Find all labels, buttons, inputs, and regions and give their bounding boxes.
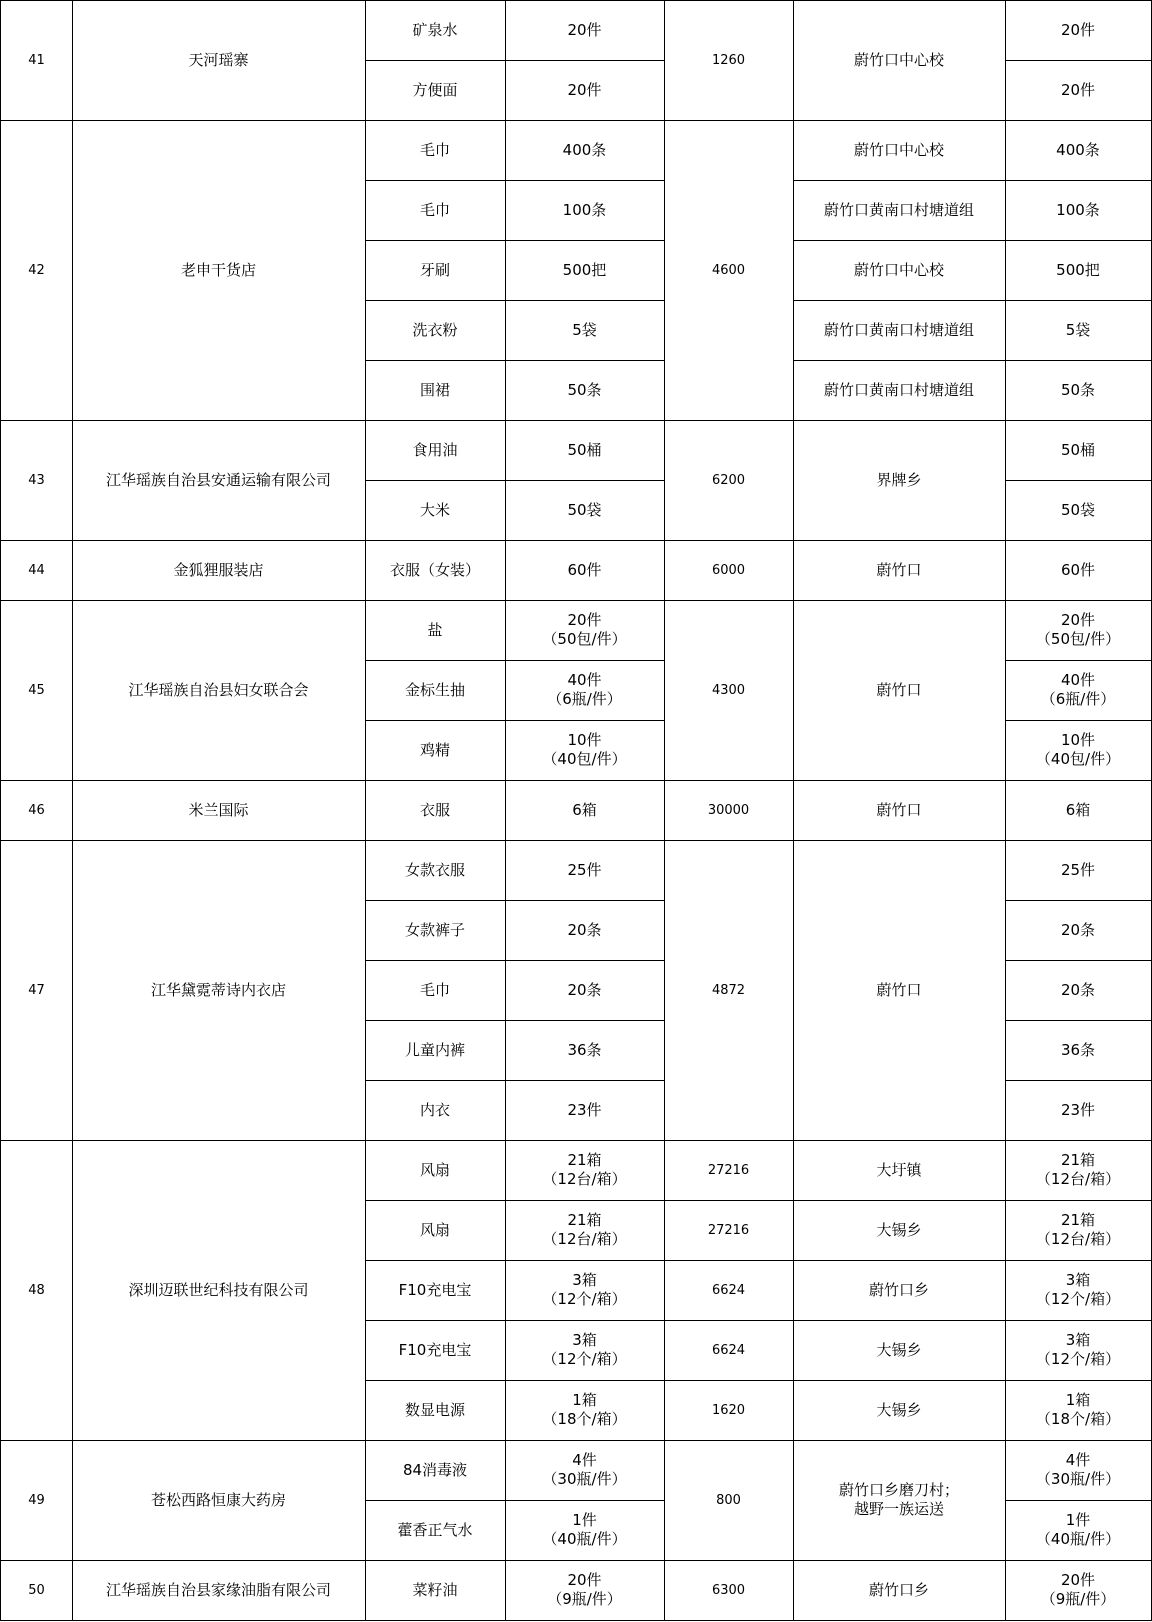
- item-name: 儿童内裤: [365, 1020, 506, 1081]
- received-quantity: 400条: [1005, 120, 1152, 181]
- item-name: 矿泉水: [365, 0, 506, 61]
- donor-name: 天河瑶寨: [72, 0, 366, 121]
- received-quantity: 3箱 （12个/箱）: [1005, 1260, 1152, 1321]
- item-name: 洗衣粉: [365, 300, 506, 361]
- item-quantity: 20件: [505, 0, 665, 61]
- group-amount: 4300: [664, 600, 794, 781]
- item-name: 数显电源: [365, 1380, 506, 1441]
- donor-name: 江华瑶族自治县妇女联合会: [72, 600, 366, 781]
- item-quantity: 10件 （40包/件）: [505, 720, 665, 781]
- item-name: 女款衣服: [365, 840, 506, 901]
- received-quantity: 40件 （6瓶/件）: [1005, 660, 1152, 721]
- item-name: 毛巾: [365, 180, 506, 241]
- item-quantity: 20条: [505, 960, 665, 1021]
- item-quantity: 21箱 （12台/箱）: [505, 1140, 665, 1201]
- item-name: 围裙: [365, 360, 506, 421]
- item-name: 84消毒液: [365, 1440, 506, 1501]
- item-name: 牙刷: [365, 240, 506, 301]
- item-name: 方便面: [365, 60, 506, 121]
- item-name: 女款裤子: [365, 900, 506, 961]
- received-quantity: 5袋: [1005, 300, 1152, 361]
- destination: 蔚竹口: [793, 780, 1006, 841]
- item-name: 鸡精: [365, 720, 506, 781]
- received-quantity: 20条: [1005, 960, 1152, 1021]
- item-quantity: 5袋: [505, 300, 665, 361]
- received-quantity: 20件: [1005, 0, 1152, 61]
- group-amount: 6200: [664, 420, 794, 541]
- item-name: 藿香正气水: [365, 1500, 506, 1561]
- row-number: 43: [0, 420, 73, 541]
- item-quantity: 25件: [505, 840, 665, 901]
- item-quantity: 6箱: [505, 780, 665, 841]
- received-quantity: 20件 （9瓶/件）: [1005, 1560, 1152, 1621]
- received-quantity: 100条: [1005, 180, 1152, 241]
- received-quantity: 20件 （50包/件）: [1005, 600, 1152, 661]
- destination: 蔚竹口黄南口村塘道组: [793, 180, 1006, 241]
- donor-name: 江华瑶族自治县安通运输有限公司: [72, 420, 366, 541]
- item-amount: 1620: [664, 1380, 794, 1441]
- destination: 蔚竹口黄南口村塘道组: [793, 300, 1006, 361]
- row-number: 41: [0, 0, 73, 121]
- destination: 大锡乡: [793, 1320, 1006, 1381]
- item-quantity: 4件 （30瓶/件）: [505, 1440, 665, 1501]
- item-name: F10充电宝: [365, 1320, 506, 1381]
- received-quantity: 3箱 （12个/箱）: [1005, 1320, 1152, 1381]
- group-amount: 4872: [664, 840, 794, 1141]
- received-quantity: 50桶: [1005, 420, 1152, 481]
- row-number: 49: [0, 1440, 73, 1561]
- item-amount: 27216: [664, 1200, 794, 1261]
- received-quantity: 10件 （40包/件）: [1005, 720, 1152, 781]
- group-amount: 6300: [664, 1560, 794, 1621]
- received-quantity: 6箱: [1005, 780, 1152, 841]
- destination: 蔚竹口中心校: [793, 0, 1006, 121]
- donor-name: 苍松西路恒康大药房: [72, 1440, 366, 1561]
- item-quantity: 20件 （9瓶/件）: [505, 1560, 665, 1621]
- item-quantity: 50袋: [505, 480, 665, 541]
- item-quantity: 1件 （40瓶/件）: [505, 1500, 665, 1561]
- item-name: 内衣: [365, 1080, 506, 1141]
- donor-name: 江华瑶族自治县家缘油脂有限公司: [72, 1560, 366, 1621]
- received-quantity: 1箱 （18个/箱）: [1005, 1380, 1152, 1441]
- item-quantity: 50桶: [505, 420, 665, 481]
- item-quantity: 1箱 （18个/箱）: [505, 1380, 665, 1441]
- received-quantity: 50袋: [1005, 480, 1152, 541]
- row-number: 47: [0, 840, 73, 1141]
- item-name: F10充电宝: [365, 1260, 506, 1321]
- received-quantity: 21箱 （12台/箱）: [1005, 1140, 1152, 1201]
- destination: 蔚竹口乡磨刀村； 越野一族运送: [793, 1440, 1006, 1561]
- received-quantity: 1件 （40瓶/件）: [1005, 1500, 1152, 1561]
- item-amount: 27216: [664, 1140, 794, 1201]
- group-amount: 4600: [664, 120, 794, 421]
- item-quantity: 3箱 （12个/箱）: [505, 1260, 665, 1321]
- received-quantity: 21箱 （12台/箱）: [1005, 1200, 1152, 1261]
- donor-name: 米兰国际: [72, 780, 366, 841]
- received-quantity: 500把: [1005, 240, 1152, 301]
- item-quantity: 23件: [505, 1080, 665, 1141]
- item-name: 衣服: [365, 780, 506, 841]
- item-name: 毛巾: [365, 960, 506, 1021]
- item-name: 菜籽油: [365, 1560, 506, 1621]
- received-quantity: 60件: [1005, 540, 1152, 601]
- item-quantity: 40件 （6瓶/件）: [505, 660, 665, 721]
- donor-name: 老申干货店: [72, 120, 366, 421]
- destination: 界牌乡: [793, 420, 1006, 541]
- received-quantity: 36条: [1005, 1020, 1152, 1081]
- item-quantity: 500把: [505, 240, 665, 301]
- destination: 蔚竹口乡: [793, 1560, 1006, 1621]
- item-name: 大米: [365, 480, 506, 541]
- group-amount: 6000: [664, 540, 794, 601]
- item-name: 风扇: [365, 1140, 506, 1201]
- item-name: 衣服（女装）: [365, 540, 506, 601]
- item-quantity: 50条: [505, 360, 665, 421]
- destination: 蔚竹口: [793, 840, 1006, 1141]
- item-name: 食用油: [365, 420, 506, 481]
- destination: 蔚竹口乡: [793, 1260, 1006, 1321]
- item-quantity: 36条: [505, 1020, 665, 1081]
- row-number: 45: [0, 600, 73, 781]
- item-amount: 6624: [664, 1320, 794, 1381]
- donor-name: 金狐狸服装店: [72, 540, 366, 601]
- destination: 蔚竹口: [793, 540, 1006, 601]
- destination: 大圩镇: [793, 1140, 1006, 1201]
- group-amount: 30000: [664, 780, 794, 841]
- destination: 蔚竹口中心校: [793, 240, 1006, 301]
- row-number: 50: [0, 1560, 73, 1621]
- destination: 大锡乡: [793, 1200, 1006, 1261]
- received-quantity: 23件: [1005, 1080, 1152, 1141]
- group-amount: 800: [664, 1440, 794, 1561]
- item-name: 金标生抽: [365, 660, 506, 721]
- received-quantity: 4件 （30瓶/件）: [1005, 1440, 1152, 1501]
- item-quantity: 3箱 （12个/箱）: [505, 1320, 665, 1381]
- destination: 大锡乡: [793, 1380, 1006, 1441]
- destination: 蔚竹口: [793, 600, 1006, 781]
- item-name: 毛巾: [365, 120, 506, 181]
- item-quantity: 21箱 （12台/箱）: [505, 1200, 665, 1261]
- item-quantity: 20件: [505, 60, 665, 121]
- row-number: 46: [0, 780, 73, 841]
- item-name: 风扇: [365, 1200, 506, 1261]
- group-amount: 1260: [664, 0, 794, 121]
- donor-name: 江华黛霓蒂诗内衣店: [72, 840, 366, 1141]
- row-number: 44: [0, 540, 73, 601]
- item-quantity: 400条: [505, 120, 665, 181]
- received-quantity: 50条: [1005, 360, 1152, 421]
- donor-name: 深圳迈联世纪科技有限公司: [72, 1140, 366, 1441]
- item-amount: 6624: [664, 1260, 794, 1321]
- received-quantity: 20条: [1005, 900, 1152, 961]
- received-quantity: 25件: [1005, 840, 1152, 901]
- destination: 蔚竹口黄南口村塘道组: [793, 360, 1006, 421]
- destination: 蔚竹口中心校: [793, 120, 1006, 181]
- item-quantity: 20件 （50包/件）: [505, 600, 665, 661]
- item-name: 盐: [365, 600, 506, 661]
- item-quantity: 100条: [505, 180, 665, 241]
- received-quantity: 20件: [1005, 60, 1152, 121]
- row-number: 48: [0, 1140, 73, 1441]
- item-quantity: 60件: [505, 540, 665, 601]
- row-number: 42: [0, 120, 73, 421]
- item-quantity: 20条: [505, 900, 665, 961]
